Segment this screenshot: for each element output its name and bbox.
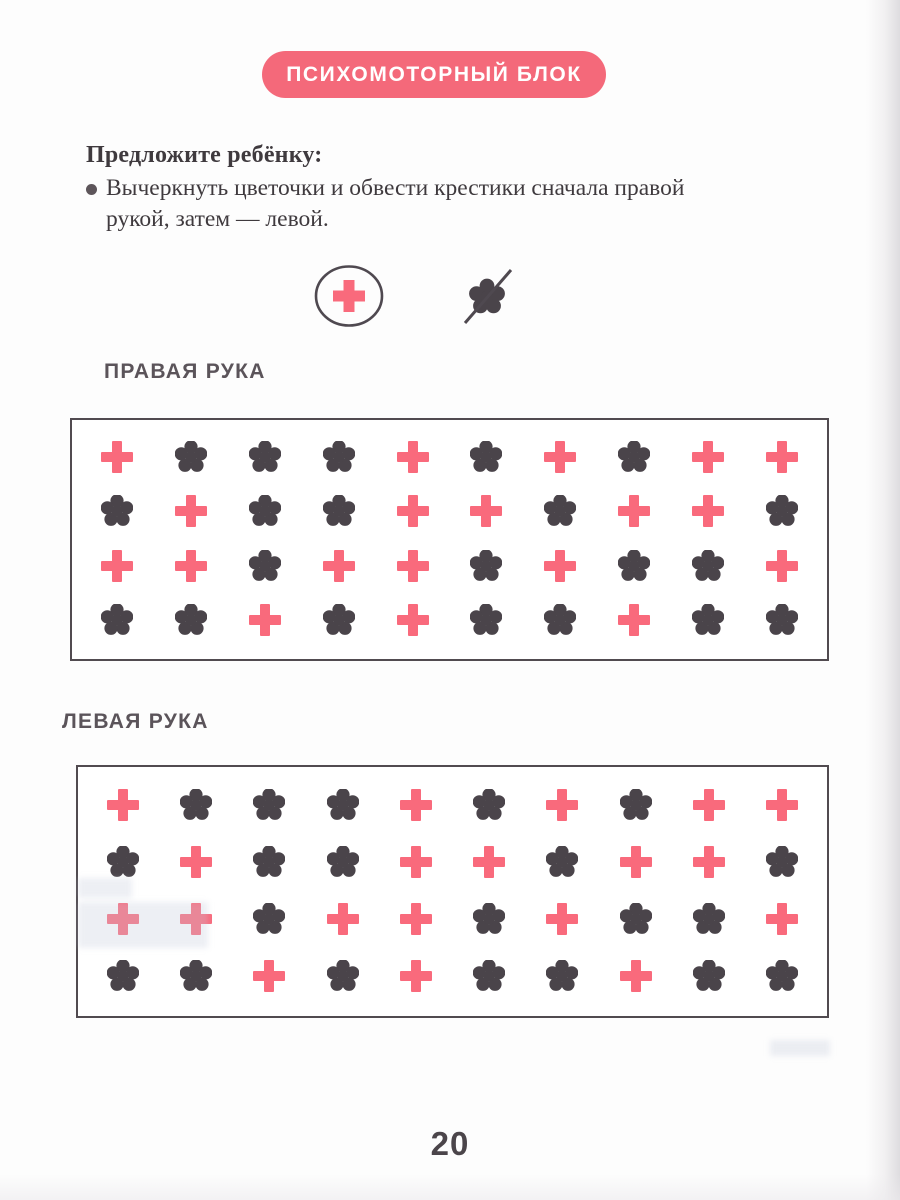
cross-icon[interactable] xyxy=(618,604,650,636)
symbol-cell-flower[interactable] xyxy=(316,597,362,643)
symbol-cell-flower[interactable] xyxy=(242,488,288,534)
symbol-cell-cross[interactable] xyxy=(537,543,583,589)
symbol-cell-cross[interactable] xyxy=(173,839,219,885)
cross-icon[interactable] xyxy=(323,550,355,582)
symbol-cell-flower[interactable] xyxy=(759,597,805,643)
symbol-cell-cross[interactable] xyxy=(611,488,657,534)
symbol-row xyxy=(100,782,805,828)
section-banner xyxy=(262,51,606,98)
symbol-cell-cross[interactable] xyxy=(685,434,731,480)
symbol-grid-rows xyxy=(78,767,827,1016)
symbol-grid-rows xyxy=(72,420,827,659)
scan-edge-shadow xyxy=(0,1174,900,1200)
flower-icon[interactable] xyxy=(766,960,798,992)
flower-icon[interactable] xyxy=(253,903,285,935)
cross-icon[interactable] xyxy=(400,846,432,878)
instruction-body-text: Вычеркнуть цветочки и обвести крестики сначала правой рукой, затем — левой. xyxy=(106,175,685,233)
symbol-cell-flower[interactable] xyxy=(685,597,731,643)
symbol-cell-flower[interactable] xyxy=(168,597,214,643)
symbol-cell-cross[interactable] xyxy=(320,896,366,942)
flower-icon[interactable] xyxy=(766,846,798,878)
flower-icon[interactable] xyxy=(249,441,281,473)
symbol-cell-flower[interactable] xyxy=(686,953,732,999)
cross-icon[interactable] xyxy=(693,846,725,878)
flower-icon[interactable] xyxy=(323,604,355,636)
symbol-cell-flower[interactable] xyxy=(759,953,805,999)
flower-icon[interactable] xyxy=(175,441,207,473)
symbol-cell-cross[interactable] xyxy=(316,543,362,589)
cross-icon[interactable] xyxy=(400,789,432,821)
flower-icon[interactable] xyxy=(544,495,576,527)
cross-icon[interactable] xyxy=(692,441,724,473)
symbol-cell-flower[interactable] xyxy=(316,434,362,480)
symbol-cell-flower[interactable] xyxy=(759,839,805,885)
cross-icon[interactable] xyxy=(400,960,432,992)
symbol-cell-flower[interactable] xyxy=(94,488,140,534)
symbol-cell-flower[interactable] xyxy=(611,434,657,480)
symbol-cell-flower[interactable] xyxy=(686,896,732,942)
instruction-title: Предложите ребёнку: xyxy=(86,142,323,168)
symbol-cell-flower[interactable] xyxy=(759,488,805,534)
symbol-cell-flower[interactable] xyxy=(168,434,214,480)
symbol-cell-flower[interactable] xyxy=(94,597,140,643)
symbol-cell-cross[interactable] xyxy=(613,953,659,999)
cross-icon[interactable] xyxy=(397,550,429,582)
symbol-cell-cross[interactable] xyxy=(613,839,659,885)
symbol-cell-flower[interactable] xyxy=(242,434,288,480)
flower-icon[interactable] xyxy=(766,495,798,527)
symbol-cell-flower[interactable] xyxy=(613,896,659,942)
flower-icon[interactable] xyxy=(473,903,505,935)
scan-edge-shadow xyxy=(866,0,900,1200)
section-label-right-hand: ПРАВАЯ РУКА xyxy=(104,360,266,383)
symbol-cell-flower[interactable] xyxy=(246,839,292,885)
bullet-dot-icon xyxy=(86,184,97,195)
symbol-cell-cross[interactable] xyxy=(390,597,436,643)
symbol-cell-cross[interactable] xyxy=(390,434,436,480)
cross-icon[interactable] xyxy=(180,903,212,935)
symbol-cell-cross[interactable] xyxy=(393,953,439,999)
symbol-row xyxy=(100,953,805,999)
symbol-cell-flower[interactable] xyxy=(466,953,512,999)
cross-icon[interactable] xyxy=(620,846,652,878)
symbol-cell-flower[interactable] xyxy=(463,543,509,589)
cross-icon[interactable] xyxy=(397,441,429,473)
flower-icon[interactable] xyxy=(180,789,212,821)
instruction-block xyxy=(86,142,806,235)
flower-icon[interactable] xyxy=(180,960,212,992)
cross-icon[interactable] xyxy=(175,495,207,527)
symbol-cell-cross[interactable] xyxy=(390,543,436,589)
flower-icon[interactable] xyxy=(546,960,578,992)
symbol-cell-flower[interactable] xyxy=(463,434,509,480)
cross-icon[interactable] xyxy=(620,960,652,992)
struck-flower-icon xyxy=(451,261,523,333)
flower-icon[interactable] xyxy=(249,550,281,582)
cross-icon[interactable] xyxy=(692,495,724,527)
symbol-row xyxy=(94,597,805,643)
symbol-cell-flower[interactable] xyxy=(173,953,219,999)
symbol-cell-cross[interactable] xyxy=(168,488,214,534)
flower-icon[interactable] xyxy=(107,846,139,878)
flower-icon[interactable] xyxy=(692,550,724,582)
symbol-cell-cross[interactable] xyxy=(759,896,805,942)
cross-icon[interactable] xyxy=(693,789,725,821)
cross-icon[interactable] xyxy=(546,789,578,821)
symbol-grid-left-hand[interactable] xyxy=(76,765,829,1018)
cross-icon[interactable] xyxy=(107,789,139,821)
flower-icon[interactable] xyxy=(107,960,139,992)
symbol-cell-flower[interactable] xyxy=(316,488,362,534)
symbol-cell-flower[interactable] xyxy=(611,543,657,589)
flower-icon[interactable] xyxy=(470,604,502,636)
section-label-left-hand: ЛЕВАЯ РУКА xyxy=(62,710,209,733)
symbol-cell-flower[interactable] xyxy=(685,543,731,589)
flower-icon[interactable] xyxy=(101,604,133,636)
cross-icon[interactable] xyxy=(766,441,798,473)
symbol-cell-flower[interactable] xyxy=(463,597,509,643)
symbol-cell-flower[interactable] xyxy=(320,782,366,828)
symbol-cell-cross[interactable] xyxy=(393,782,439,828)
flower-icon[interactable] xyxy=(327,846,359,878)
symbol-cell-flower[interactable] xyxy=(537,597,583,643)
symbol-cell-cross[interactable] xyxy=(539,896,585,942)
flower-icon[interactable] xyxy=(249,495,281,527)
symbol-cell-cross[interactable] xyxy=(168,543,214,589)
flower-icon[interactable] xyxy=(693,903,725,935)
symbol-cell-flower[interactable] xyxy=(466,896,512,942)
cross-icon[interactable] xyxy=(249,604,281,636)
flower-icon[interactable] xyxy=(470,441,502,473)
flower-icon[interactable] xyxy=(175,604,207,636)
symbol-cell-cross[interactable] xyxy=(173,896,219,942)
cross-icon[interactable] xyxy=(107,903,139,935)
page-number: 20 xyxy=(430,1125,470,1162)
flower-icon[interactable] xyxy=(253,789,285,821)
cross-icon[interactable] xyxy=(180,846,212,878)
cross-icon[interactable] xyxy=(253,960,285,992)
cross-icon[interactable] xyxy=(544,550,576,582)
scan-smudge xyxy=(770,1040,830,1056)
symbol-cell-cross[interactable] xyxy=(611,597,657,643)
instruction-bullet-row xyxy=(86,173,806,235)
symbol-row xyxy=(94,488,805,534)
symbol-cell-cross[interactable] xyxy=(686,839,732,885)
symbol-cell-flower[interactable] xyxy=(320,839,366,885)
flower-icon[interactable] xyxy=(101,495,133,527)
symbol-cell-cross[interactable] xyxy=(94,543,140,589)
symbol-cell-cross[interactable] xyxy=(759,434,805,480)
symbol-cell-cross[interactable] xyxy=(390,488,436,534)
flower-icon[interactable] xyxy=(327,960,359,992)
symbol-cell-flower[interactable] xyxy=(100,953,146,999)
flower-icon[interactable] xyxy=(692,604,724,636)
flower-icon[interactable] xyxy=(546,846,578,878)
flower-icon[interactable] xyxy=(618,441,650,473)
symbol-grid-right-hand[interactable] xyxy=(70,418,829,661)
symbol-cell-flower[interactable] xyxy=(320,953,366,999)
flower-icon[interactable] xyxy=(473,789,505,821)
symbol-cell-cross[interactable] xyxy=(94,434,140,480)
cross-icon[interactable] xyxy=(400,903,432,935)
cross-icon[interactable] xyxy=(101,550,133,582)
flower-icon[interactable] xyxy=(620,789,652,821)
flower-icon[interactable] xyxy=(323,441,355,473)
cross-icon[interactable] xyxy=(397,604,429,636)
symbol-cell-cross[interactable] xyxy=(100,782,146,828)
symbol-cell-flower[interactable] xyxy=(466,782,512,828)
symbol-row xyxy=(94,434,805,480)
symbol-cell-flower[interactable] xyxy=(246,896,292,942)
cross-icon[interactable] xyxy=(766,903,798,935)
symbol-cell-cross[interactable] xyxy=(393,896,439,942)
flower-icon[interactable] xyxy=(693,960,725,992)
flower-icon[interactable] xyxy=(618,550,650,582)
cross-icon[interactable] xyxy=(546,903,578,935)
symbol-cell-flower[interactable] xyxy=(539,953,585,999)
symbol-row xyxy=(100,839,805,885)
symbol-cell-flower[interactable] xyxy=(613,782,659,828)
symbol-cell-flower[interactable] xyxy=(246,782,292,828)
symbol-cell-flower[interactable] xyxy=(242,543,288,589)
symbol-cell-flower[interactable] xyxy=(537,488,583,534)
cross-icon[interactable] xyxy=(544,441,576,473)
symbol-cell-cross[interactable] xyxy=(463,488,509,534)
cross-icon[interactable] xyxy=(397,495,429,527)
flower-icon[interactable] xyxy=(473,960,505,992)
flower-icon[interactable] xyxy=(470,550,502,582)
symbol-cell-cross[interactable] xyxy=(759,782,805,828)
circled-cross-icon xyxy=(313,263,385,329)
cross-icon[interactable] xyxy=(101,441,133,473)
flower-icon[interactable] xyxy=(253,846,285,878)
symbol-cell-cross[interactable] xyxy=(537,434,583,480)
flower-icon[interactable] xyxy=(766,604,798,636)
symbol-cell-flower[interactable] xyxy=(100,839,146,885)
cross-icon[interactable] xyxy=(618,495,650,527)
symbol-cell-cross[interactable] xyxy=(466,839,512,885)
cross-icon[interactable] xyxy=(175,550,207,582)
cross-icon[interactable] xyxy=(766,550,798,582)
cross-icon[interactable] xyxy=(766,789,798,821)
symbol-cell-cross[interactable] xyxy=(685,488,731,534)
cross-icon[interactable] xyxy=(470,495,502,527)
symbol-cell-flower[interactable] xyxy=(173,782,219,828)
symbol-cell-cross[interactable] xyxy=(100,896,146,942)
cross-icon[interactable] xyxy=(473,846,505,878)
flower-icon[interactable] xyxy=(620,903,652,935)
symbol-cell-cross[interactable] xyxy=(393,839,439,885)
symbol-cell-cross[interactable] xyxy=(759,543,805,589)
symbol-cell-cross[interactable] xyxy=(539,782,585,828)
section-banner-label: ПСИХОМОТОРНЫЙ БЛОК xyxy=(286,62,582,86)
flower-icon[interactable] xyxy=(544,604,576,636)
legend-examples xyxy=(313,263,543,338)
symbol-cell-cross[interactable] xyxy=(242,597,288,643)
flower-icon[interactable] xyxy=(327,789,359,821)
symbol-cell-flower[interactable] xyxy=(539,839,585,885)
symbol-cell-cross[interactable] xyxy=(246,953,292,999)
symbol-row xyxy=(100,896,805,942)
symbol-row xyxy=(94,543,805,589)
symbol-cell-cross[interactable] xyxy=(686,782,732,828)
flower-icon[interactable] xyxy=(323,495,355,527)
cross-icon[interactable] xyxy=(327,903,359,935)
